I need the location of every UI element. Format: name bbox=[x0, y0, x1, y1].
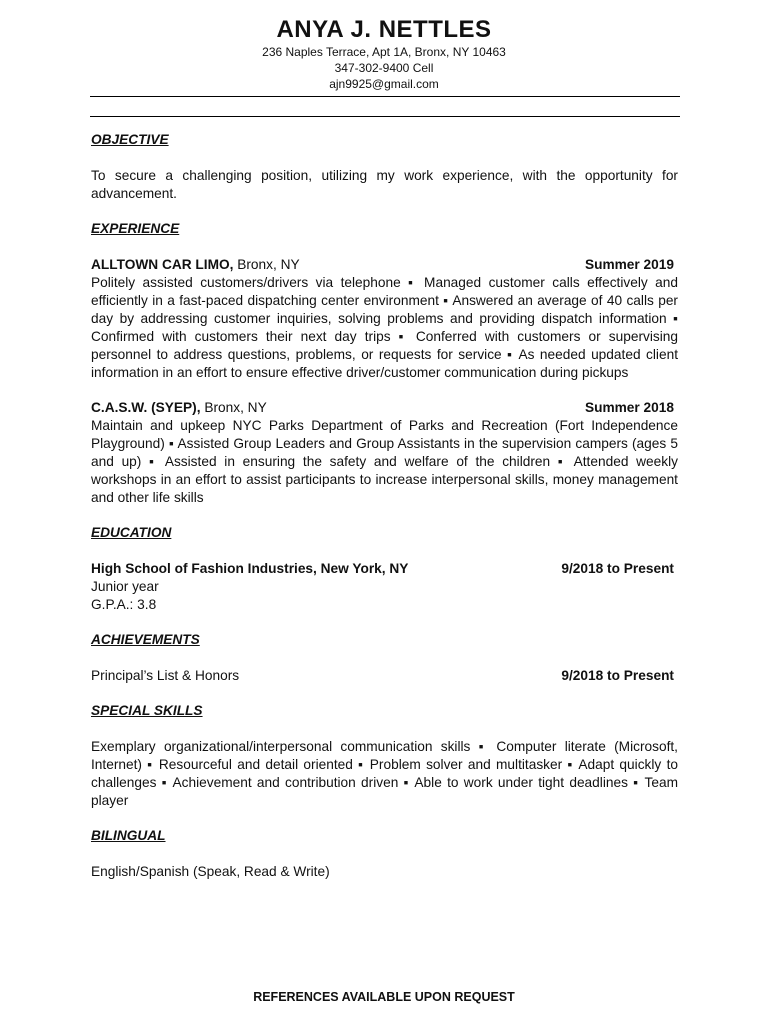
gpa: G.P.A.: 3.8 bbox=[91, 597, 157, 612]
job-location: Bronx, NY bbox=[233, 257, 300, 272]
header-divider-top bbox=[90, 96, 680, 97]
address: 236 Naples Terrace, Apt 1A, Bronx, NY 10463 bbox=[262, 45, 506, 59]
job-date: Summer 2018 bbox=[584, 400, 674, 415]
skills-heading: SPECIAL SKILLS bbox=[91, 703, 203, 718]
achievement-date: 9/2018 to Present bbox=[561, 668, 674, 683]
header-divider-bottom bbox=[90, 116, 680, 117]
job-date: Summer 2019 bbox=[584, 257, 674, 272]
job-description: Maintain and upkeep NYC Parks Department of Parks and Recreation (Fort Independence Playground) ▪ Assisted Group Leaders and Group Assistants in the supervision campers (ages 5 and up) ▪ Assisted in ensuring the safety and welfare of the children ▪ Attended weekly workshops in an effort to assist participants to increase interpersonal skills, money management and other life skills bbox=[91, 418, 678, 505]
job-entry bbox=[91, 256, 678, 382]
job-description: Politely assisted customers/drivers via telephone ▪ Managed customer calls effectively and efficiently in a fast-paced dispatching center environment ▪ Answered an average of 40 calls per day by addressing customer inquiries, solving problems and providing dispatch information ▪ Confirmed with customers their next day trips ▪ Conferred with customers or supervising personnel to address questions, problems, or requests for service ▪ As needed updated client information in an effort to ensure effective driver/customer communication during pickups bbox=[91, 275, 678, 380]
resume-body bbox=[91, 131, 678, 881]
bilingual-heading: BILINGUAL bbox=[91, 828, 166, 843]
school-name: High School of Fashion Industries, New York, NY bbox=[91, 561, 409, 576]
education-heading: EDUCATION bbox=[91, 525, 172, 540]
objective-heading: OBJECTIVE bbox=[91, 132, 169, 147]
resume-header bbox=[0, 16, 768, 92]
job-employer: ALLTOWN CAR LIMO, bbox=[91, 257, 234, 272]
job-employer: C.A.S.W. (SYEP), bbox=[91, 400, 201, 415]
job-entry bbox=[91, 399, 678, 507]
achievements-heading: ACHIEVEMENTS bbox=[91, 632, 200, 647]
bilingual-text: English/Spanish (Speak, Read & Write) bbox=[91, 864, 330, 879]
achievement-item: Principal’s List & Honors bbox=[91, 668, 240, 683]
school-year: Junior year bbox=[91, 579, 159, 594]
objective-text: To secure a challenging position, utilizing my work experience, with the opportunity for advancement. bbox=[91, 168, 678, 201]
phone: 347-302-9400 Cell bbox=[334, 61, 434, 75]
references-note: REFERENCES AVAILABLE UPON REQUEST bbox=[253, 990, 515, 1004]
skills-text: Exemplary organizational/interpersonal communication skills ▪ Computer literate (Microsoft, Internet) ▪ Resourceful and detail oriented ▪ Problem solver and multitasker ▪ Adapt quickly to challenges ▪ Achievement and contribution driven ▪ Able to work under tight deadlines ▪ Team player bbox=[91, 739, 678, 808]
experience-heading: EXPERIENCE bbox=[91, 221, 180, 236]
email: ajn9925@gmail.com bbox=[329, 77, 439, 91]
candidate-name: ANYA J. NETTLES bbox=[276, 16, 492, 43]
education-date: 9/2018 to Present bbox=[561, 561, 674, 576]
job-location: Bronx, NY bbox=[200, 400, 267, 415]
